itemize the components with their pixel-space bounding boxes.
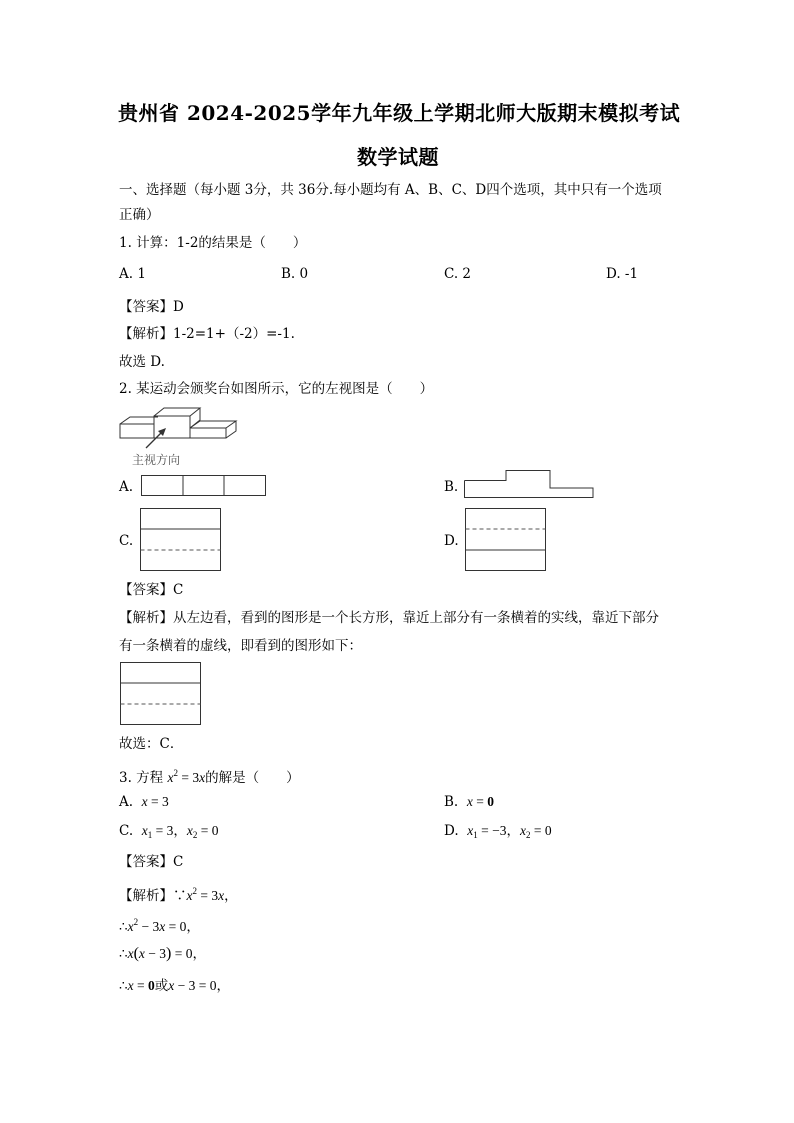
q3-analysis-step2: $\therefore x^2 - 3x = 0$， bbox=[119, 917, 200, 935]
q3-stem: 3. 方程 $x^2 = 3x$的解是（ ） bbox=[119, 768, 300, 786]
q2-option-b-figure bbox=[464, 470, 596, 500]
q3-analysis-step3: ∴x(x − 3) = 0， bbox=[119, 945, 206, 962]
q2-option-c-figure bbox=[140, 508, 222, 572]
q2-option-b-label: B. bbox=[444, 479, 459, 495]
q1-option-b: B. 0 bbox=[281, 266, 309, 282]
q1-analysis: 【解析】1-2=1+（-2）=-1. bbox=[119, 326, 295, 342]
q1-stem: 1. 计算：1-2的结果是（ ） bbox=[119, 235, 307, 251]
q2-option-a-label: A. bbox=[119, 479, 134, 495]
q1-conclusion: 故选 D. bbox=[119, 354, 165, 370]
q2-solution-figure bbox=[120, 662, 202, 726]
q3-option-b: B. x = 0 bbox=[444, 794, 494, 810]
q3-option-c: C. $x_1 = 3$，$x_2 = 0$ bbox=[119, 823, 219, 840]
q3-analysis-step1: 【解析】$\because x^2 = 3x$， bbox=[119, 886, 238, 904]
document-title: 贵州省 2024-2025学年九年级上学期北师大版期末模拟考试 bbox=[118, 101, 681, 125]
q3-answer: 【答案】C bbox=[119, 854, 184, 870]
q3-option-d: D. $x_1 = -3$，$x_2 = 0$ bbox=[444, 823, 552, 840]
q2-stem: 2. 某运动会颁奖台如图所示，它的左视图是（ ） bbox=[119, 381, 434, 397]
q2-analysis-line2: 有一条横着的虚线，即看到的图形如下： bbox=[119, 638, 362, 654]
q2-option-a-figure bbox=[141, 475, 267, 497]
q1-option-c: C. 2 bbox=[444, 266, 472, 282]
section-heading-cont: 正确） bbox=[119, 207, 160, 223]
q2-conclusion: 故选：C． bbox=[119, 736, 184, 752]
section-heading: 一、选择题（每小题 3分，共 36分.每小题均有 A、B、C、D四个选项，其中只有一个选项 bbox=[119, 182, 662, 198]
q3-equation: $x^2 = 3x$ bbox=[167, 768, 206, 785]
q1-option-a: A. 1 bbox=[119, 266, 146, 282]
podium-figure bbox=[118, 404, 243, 454]
q3-option-a: A. x = 3 bbox=[119, 794, 169, 810]
podium-figure-caption: 主视方向 bbox=[132, 453, 181, 467]
q2-option-d-figure bbox=[465, 508, 547, 572]
q2-answer: 【答案】C bbox=[119, 582, 184, 598]
q2-option-d-label: D. bbox=[444, 533, 459, 549]
q2-option-c-label: C. bbox=[119, 533, 134, 549]
q1-answer: 【答案】D bbox=[119, 299, 184, 315]
q1-option-d: D. -1 bbox=[606, 266, 639, 282]
document-subtitle: 数学试题 bbox=[357, 145, 439, 169]
q2-analysis-line1: 【解析】从左边看，看到的图形是一个长方形，靠近上部分有一条横着的实线，靠近下部分 bbox=[119, 610, 659, 626]
q3-analysis-step4: ∴x = 0或x − 3 = 0， bbox=[119, 978, 230, 994]
